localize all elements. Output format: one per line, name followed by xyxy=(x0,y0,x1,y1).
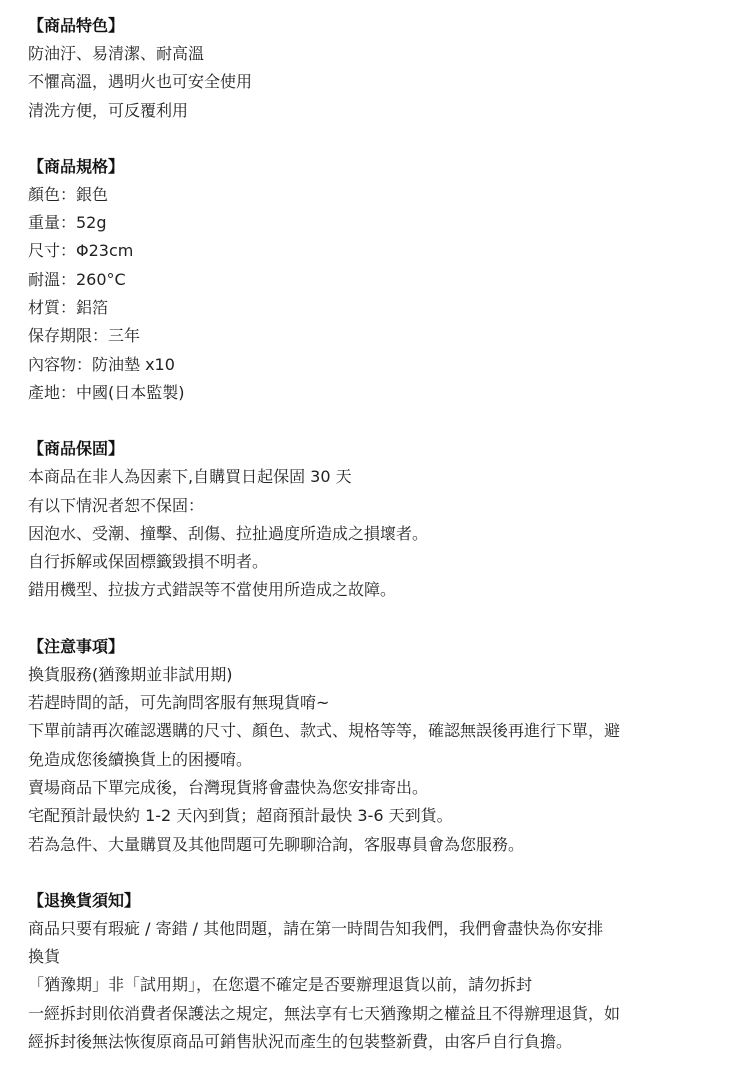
returns-line: 經拆封後無法恢復原商品可銷售狀況而產生的包裝整新費，由客戶自行負擔。 xyxy=(28,1032,573,1052)
returns-line: 換貨 xyxy=(28,947,61,967)
section-heading-returns: 【退換貨須知】 xyxy=(28,890,141,910)
section-heading-notes: 【注意事項】 xyxy=(28,636,125,656)
features-line: 清洗方便，可反覆利用 xyxy=(28,100,189,120)
notes-line: 賣場商品下單完成後，台灣現貨將會盡快為您安排寄出。 xyxy=(28,777,429,797)
section-features xyxy=(28,12,728,125)
spec-weight: 重量：52g xyxy=(28,213,107,233)
spec-size: 尺寸：Φ23cm xyxy=(28,241,134,261)
spec-origin: 產地：中國(日本監製) xyxy=(28,382,185,402)
notes-line: 免造成您後續換貨上的困擾唷。 xyxy=(28,749,253,769)
section-warranty xyxy=(28,435,728,604)
notes-line: 宅配預計最快約 1-2 天內到貨；超商預計最快 3-6 天到貨。 xyxy=(28,806,453,826)
warranty-line: 因泡水、受潮、撞擊、刮傷、拉扯過度所造成之損壞者。 xyxy=(28,523,429,543)
notes-line: 下單前請再次確認選購的尺寸、顏色、款式、規格等等，確認無誤後再進行下單，避 xyxy=(28,721,621,741)
features-line: 防油汙、易清潔、耐高溫 xyxy=(28,44,205,63)
spec-material: 材質：鋁箔 xyxy=(28,298,109,318)
section-heading-warranty: 【商品保固】 xyxy=(28,439,125,459)
returns-line: 商品只要有瑕疵 / 寄錯 / 其他問題，請在第一時間告知我們，我們會盡快為你安排 xyxy=(28,918,604,938)
spec-color: 顏色：銀色 xyxy=(28,184,109,204)
section-specifications xyxy=(28,153,728,407)
warranty-line: 自行拆解或保固標籤毀損不明者。 xyxy=(28,552,269,572)
warranty-line: 錯用機型、拉拔方式錯誤等不當使用所造成之故障。 xyxy=(28,580,397,600)
warranty-line: 本商品在非人為因素下,自購買日起保固 30 天 xyxy=(28,467,352,487)
spec-shelf-life: 保存期限：三年 xyxy=(28,326,141,346)
section-notes xyxy=(28,633,728,859)
features-line: 不懼高溫，遇明火也可安全使用 xyxy=(28,72,253,92)
section-heading-specifications: 【商品規格】 xyxy=(28,156,125,176)
section-heading-features: 【商品特色】 xyxy=(28,16,125,35)
returns-line: 一經拆封則依消費者保護法之規定，無法享有七天猶豫期之權益且不得辦理退貨，如 xyxy=(28,1003,621,1023)
spec-heat-resistance: 耐溫：260°C xyxy=(28,269,126,289)
notes-line: 若為急件、大量購買及其他問題可先聊聊洽詢，客服專員會為您服務。 xyxy=(28,834,525,854)
notes-line: 若趕時間的話，可先詢問客服有無現貨唷~ xyxy=(28,693,330,713)
section-returns xyxy=(28,887,728,1056)
notes-line: 換貨服務(猶豫期並非試用期) xyxy=(28,664,233,684)
spec-contents: 內容物：防油墊 x10 xyxy=(28,354,175,374)
warranty-line: 有以下情況者恕不保固： xyxy=(28,495,205,515)
returns-line: 「猶豫期」非「試用期」，在您還不確定是否要辦理退貨以前，請勿拆封 xyxy=(28,975,533,995)
